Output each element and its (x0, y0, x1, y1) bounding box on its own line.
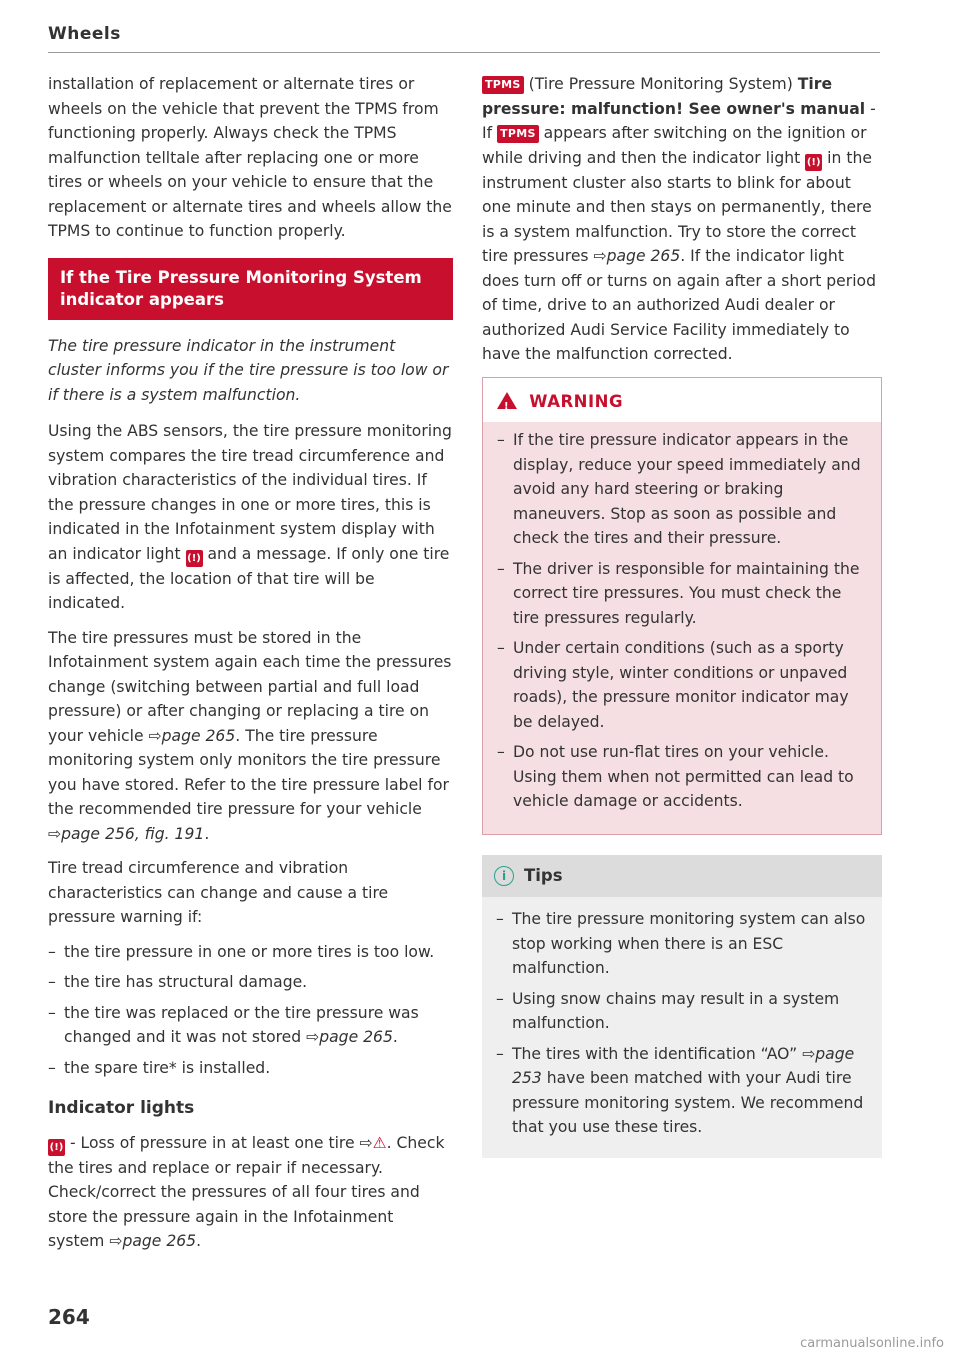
warning-triangle-icon: ! (497, 392, 517, 409)
warning-heading (483, 378, 881, 423)
intro-paragraph: The tire pressure indicator in the instrument cluster informs you if the tire pressure is too low or if there is a system malfunction. (48, 336, 449, 404)
paragraph-text: . (204, 824, 210, 843)
tips-title: Tips (524, 865, 563, 885)
page-number: 264 (48, 1305, 90, 1329)
page-ref-link[interactable]: page 265 (319, 1028, 393, 1046)
list-item: – Do not use run-flat tires on your vehicle. Using them when not permitted can lead to vehicle damage or accidents. (497, 740, 867, 814)
info-icon: i (494, 866, 514, 886)
warning-box (482, 377, 882, 835)
paragraph-text: in the instrument cluster also starts to blink for about one minute and then stays on permanently, there is a system malfunction. Try to store the correct tire pressures (482, 148, 872, 265)
arrow-icon: ⇨ (593, 247, 607, 265)
arrow-icon: ⇨ (359, 1133, 373, 1152)
paragraph-store-pressures (48, 626, 453, 847)
tire-pressure-icon: (!) (48, 1139, 65, 1156)
list-item: – the spare tire* is installed. (48, 1056, 453, 1081)
arrow-icon: ⇨ (148, 726, 162, 745)
paragraph-text: . If the indicator light does turn off or turns on again after a short period of time, drive to an authorized Audi dealer or authorized Audi Service Facility immediately to have the malfunction corrected. (482, 247, 876, 363)
warning-list (497, 428, 867, 814)
warning-body (483, 422, 881, 834)
indicator-description: (!) - Loss of pressure in at least one tire ⇨⚠. Check the tires and replace or repair if necessary. Check/correct the pressures of all four tires and store the pressure again in the Infotainment system ⇨page 265. (48, 1133, 445, 1250)
list-item: – If the tire pressure indicator appears in the display, reduce your speed immediately and avoid any hard steering or braking maneuvers. Stop as soon as possible and check the tires and their pressure. (497, 428, 867, 551)
running-head: Wheels (48, 24, 121, 44)
paragraph-warning-causes: Tire tread circumference and vibration characteristics can change and cause a tire pressure warning if: (48, 859, 389, 926)
tips-body (482, 897, 882, 1158)
right-column (482, 72, 882, 1158)
paragraph-tpms-continued: installation of replacement or alternate tires or wheels on the vehicle that prevent the TPMS from functioning properly. Always check the TPMS malfunction telltale after replacing one or more tires or wheels on your vehicle to ensure that the replacement or alternate tires and wheels allow the TPMS to continue to function properly. (48, 75, 452, 240)
list-item-text: The tires with the identification “AO” (512, 1044, 798, 1063)
page-ref-link[interactable]: page 265 (161, 726, 236, 745)
tips-heading (482, 855, 882, 898)
tpms-malfunction-paragraph (482, 72, 882, 367)
tips-box (482, 855, 882, 1158)
paragraph-text: - If (482, 99, 876, 142)
malfunction-message: Tire pressure: malfunction! See owner's manual (482, 75, 866, 118)
left-column (48, 72, 453, 1264)
header-rule (48, 52, 880, 53)
paragraph-text: . The tire pressure monitoring system only monitors the tire pressure you have stored. Refer to the tire pressure label for the recommended tire pressure for your vehicle (48, 726, 449, 818)
list-item: – Under certain conditions (such as a sporty driving style, winter conditions or unpaved roads), the pressure monitor indicator may be delayed. (497, 636, 867, 734)
indicator-text: - Loss of pressure in at least one tire (69, 1133, 355, 1152)
list-item: – the tire pressure in one or more tires is too low. (48, 940, 453, 965)
arrow-icon: ⇨ (48, 824, 62, 843)
list-item: – the tire has structural damage. (48, 970, 453, 995)
tire-pressure-icon: (!) (186, 550, 203, 567)
section-heading: If the Tire Pressure Monitoring System indicator appears (48, 258, 453, 320)
page-ref-link[interactable]: page 265 (606, 247, 681, 265)
paragraph-text: appears after switching on the ignition or while driving and then the indicator light (482, 124, 867, 167)
page-ref-link[interactable]: page 265 (122, 1232, 197, 1250)
arrow-icon: ⇨ (306, 1028, 320, 1046)
tips-list (496, 907, 868, 1140)
list-item: – the tire was replaced or the tire pressure was changed and it was not stored ⇨page 265. (48, 1001, 453, 1050)
tpms-icon: TPMS (482, 76, 524, 94)
list-item (496, 1042, 868, 1140)
list-item-text: the tire was replaced or the tire pressure was changed and it was not stored (64, 1003, 419, 1046)
paragraph-abs-sensors (48, 419, 453, 616)
paragraph-text: Using the ABS sensors, the tire pressure monitoring system compares the tire tread circumference and vibration characteristics of the individual tires. If the pressure changes in one or more tires, this is indicated in the Infotainment system display with an indicator light (48, 422, 452, 563)
tire-pressure-icon: (!) (805, 154, 822, 171)
paragraph-text: The tire pressures must be stored in the Infotainment system again each time the pressures change (switching between partial and full load pressure) or after changing or replacing a tire on your vehicle (48, 628, 452, 745)
list-item: – The driver is responsible for maintaining the correct tire pressures. You must check the tire pressures regularly. (497, 557, 867, 631)
paragraph-text: and a message. If only one tire is affected, the location of that tire will be indicated. (48, 544, 450, 612)
list-item: – Using snow chains may result in a system malfunction. (496, 987, 868, 1036)
indicator-text: Check the tires and replace or repair if necessary. Check/correct the pressures of all four tires and store the pressure again in the Infotainment system (48, 1133, 445, 1250)
arrow-icon: ⇨ (109, 1232, 123, 1250)
list-item: – The tire pressure monitoring system can also stop working when there is an ESC malfunction. (496, 907, 868, 981)
list-item-text: have been matched with your Audi tire pressure monitoring system. We recommend that you use these tires. (512, 1069, 864, 1136)
arrow-icon: ⇨ (802, 1044, 816, 1063)
warning-triangle-icon: ⚠ (372, 1133, 387, 1152)
page-ref-link[interactable]: page 256, fig. 191 (61, 824, 205, 843)
tpms-icon: TPMS (497, 125, 539, 143)
page-ref-link[interactable]: page 253 (512, 1044, 855, 1087)
watermark: carmanualsonline.info (800, 1336, 944, 1351)
warning-title: WARNING (529, 391, 623, 411)
cause-list (48, 940, 453, 1081)
indicator-lights-heading: Indicator lights (48, 1098, 195, 1118)
paragraph-text: (Tire Pressure Monitoring System) (528, 75, 793, 93)
